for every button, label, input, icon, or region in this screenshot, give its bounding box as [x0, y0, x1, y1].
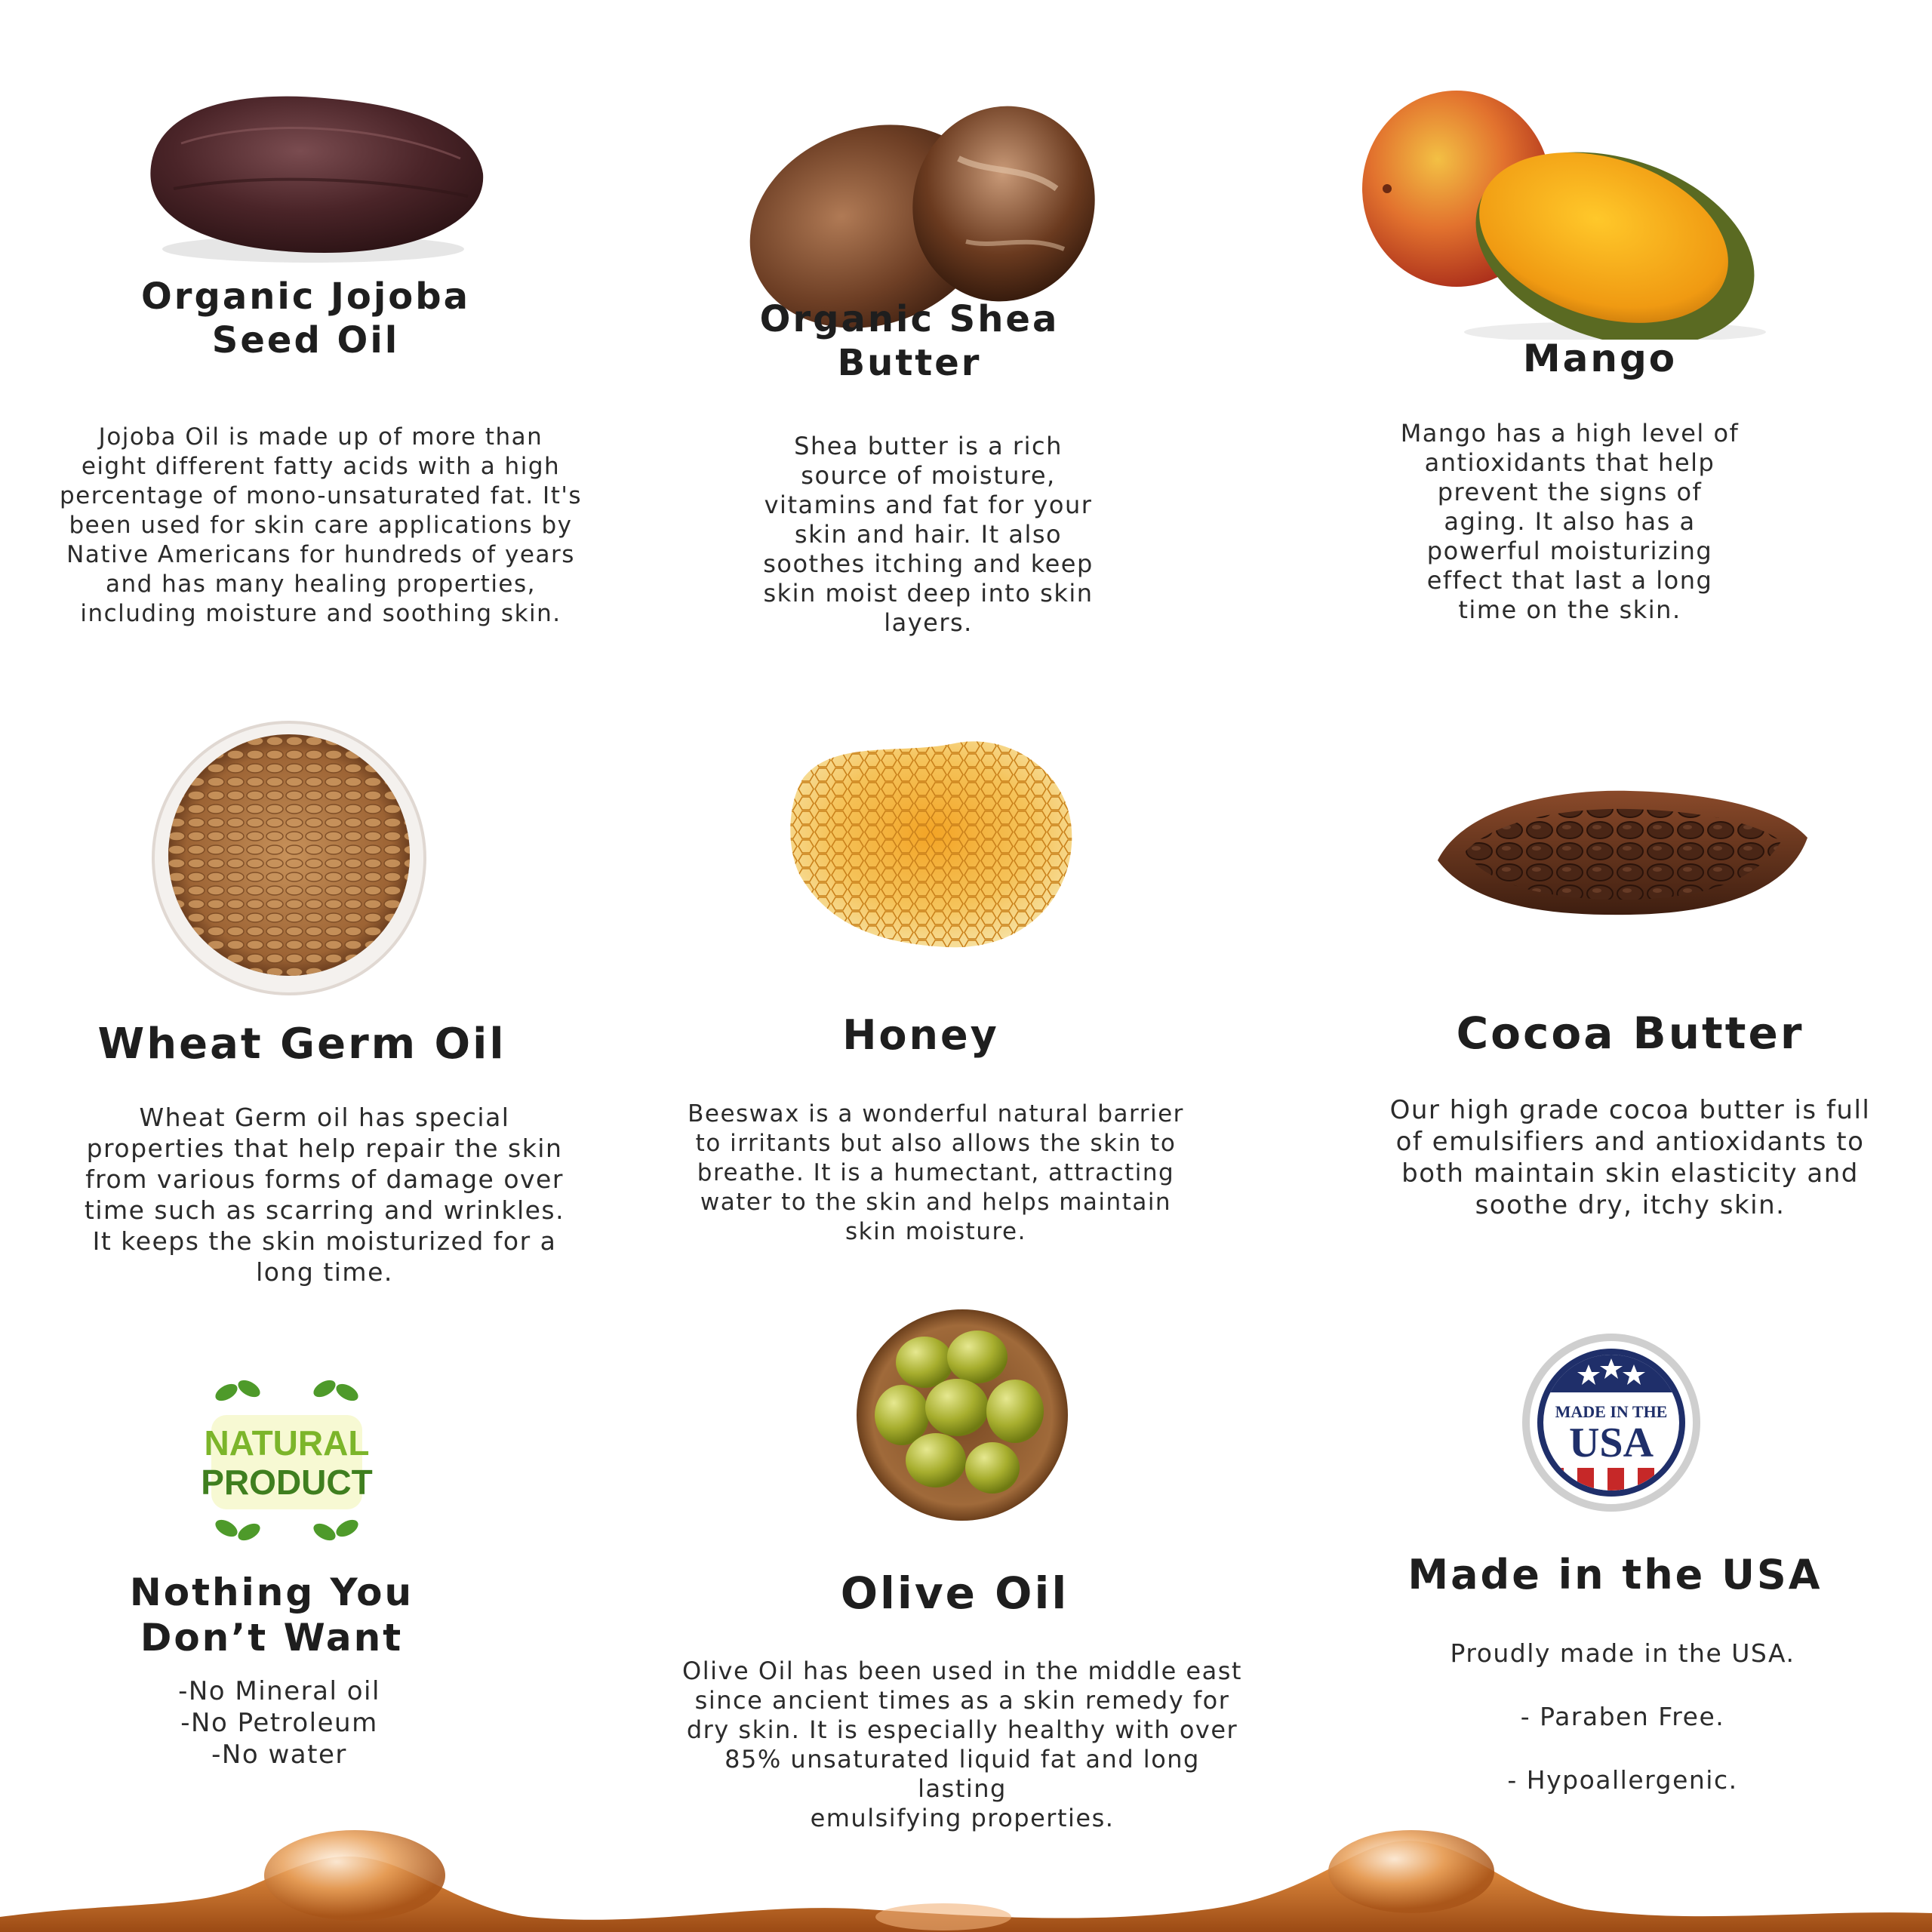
made-in-usa-badge	[1517, 1328, 1706, 1517]
ingredient-made-in-usa	[1374, 1328, 1902, 1826]
natural-badge-line2: PRODUCT	[201, 1463, 373, 1502]
ingredient-description: Jojoba Oil is made up of more than eight different fatty acids with a high percentage of mono-unsaturated fat. It's been used for skin care applications by Native Americans for hundreds of years and has many healing properties, including moisture and soothing skin.	[59, 423, 583, 627]
ingredient-jojoba	[45, 60, 596, 664]
ingredient-title: Wheat Germ Oil	[97, 1020, 506, 1069]
ingredient-title: Cocoa Butter	[1456, 1008, 1804, 1059]
ingredient-title: Organic Jojoba Seed Oil	[140, 275, 471, 361]
ingredient-nothing-you-dont-want	[45, 1374, 513, 1841]
ingredient-title: Organic Shea Butter	[759, 298, 1060, 384]
ingredient-description: Olive Oil has been used in the middle east since ancient times as a skin remedy for dry skin. It is especially healthy with over 85% unsaturated liquid fat and long lasting emulsifying properties.	[682, 1657, 1242, 1832]
ingredient-title: Mango	[1522, 337, 1678, 380]
usa-badge-line1: MADE IN THE	[1555, 1402, 1668, 1421]
ingredient-title: Nothing You Don’t Want	[129, 1571, 414, 1660]
ingredient-wheat-germ	[45, 709, 574, 1313]
jojoba-seed-image	[128, 75, 491, 272]
ingredient-title: Honey	[842, 1011, 999, 1059]
natural-badge-line1: NATURAL	[204, 1423, 370, 1463]
ingredient-shea	[664, 60, 1192, 664]
ingredient-description: Shea butter is a rich source of moisture, vitamins and fat for your skin and hair. It also soothes itching and keep skin moist deep into skin layers.	[763, 432, 1094, 637]
mango-image	[1358, 83, 1781, 340]
oil-wave-decoration	[0, 1804, 1932, 1932]
ingredient-description: Mango has a high level of antioxidants that help prevent the signs of aging. It also has a powerful moisturizing effect that last a long time on the skin.	[1400, 419, 1740, 624]
cocoa-pod-image	[1434, 777, 1811, 921]
usa-badge-line2: USA	[1568, 1420, 1654, 1466]
ingredient-description: -No Mineral oil -No Petroleum -No water	[178, 1676, 380, 1770]
ingredient-description: Wheat Germ oil has special properties that help repair the skin from various forms of damage over time such as scarring and wrinkles. It keeps the skin moisturized for a long time.	[84, 1103, 565, 1287]
wheat-bowl-image	[147, 721, 434, 1000]
ingredient-description: Beeswax is a wonderful natural barrier to irritants but also allows the skin to breathe. It is a humectant, attracting water to the skin and helps maintain skin moisture.	[688, 1100, 1184, 1245]
ingredient-description: Our high grade cocoa butter is full of emulsifiers and antioxidants to both maintain skin elasticity and soothe dry, itchy skin.	[1389, 1095, 1871, 1220]
olive-bowl-image	[853, 1306, 1072, 1524]
ingredient-mango	[1358, 60, 1887, 664]
honeycomb-image	[781, 724, 1083, 958]
shea-nut-image	[740, 91, 1117, 332]
ingredient-cocoa	[1358, 709, 1902, 1313]
ingredient-honey	[664, 709, 1208, 1313]
ingredient-description: Proudly made in the USA. - Paraben Free. - Hypoallergenic.	[1450, 1638, 1795, 1795]
ingredient-title: Olive Oil	[840, 1567, 1069, 1619]
ingredient-olive-oil	[679, 1298, 1245, 1832]
natural-product-badge	[196, 1374, 377, 1547]
ingredient-title: Made in the USA	[1407, 1551, 1823, 1598]
